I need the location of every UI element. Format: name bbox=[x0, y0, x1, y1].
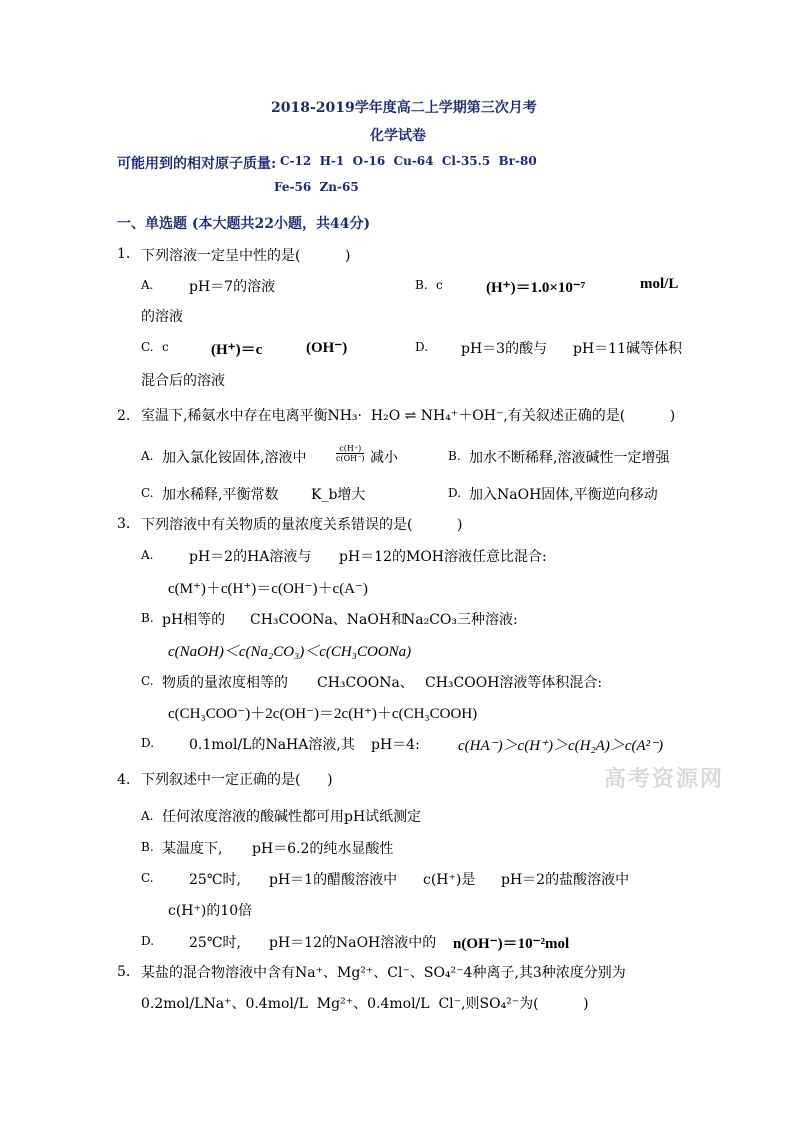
q4-stem: 下列叙述中一定正确的是( ) bbox=[141, 772, 333, 788]
q3-b-label: B. bbox=[141, 611, 154, 625]
q1-number: 1. bbox=[117, 246, 131, 262]
q3-d-text2: pH＝4: bbox=[371, 737, 420, 753]
q2-number: 2. bbox=[117, 408, 131, 424]
q4-d-text3: n(OH⁻)＝10⁻²mol bbox=[453, 936, 570, 952]
q3-c-label: C. bbox=[141, 674, 154, 688]
q3-number: 3. bbox=[117, 516, 131, 532]
q2-a-text1: 加入氯化铵固体,溶液中 bbox=[162, 450, 307, 466]
q3-d-text1: 0.1mol/L的NaHA溶液,其 bbox=[189, 737, 355, 753]
q3-b-text2: CH₃COONa、NaOH和 bbox=[250, 612, 406, 628]
q1-c-expr1: (H⁺)＝c bbox=[211, 342, 263, 358]
q4-c-text2: pH＝1的醋酸溶液中 bbox=[269, 872, 398, 888]
q1-b-expr: (H⁺)＝1.0×10⁻⁷ bbox=[486, 280, 586, 296]
q5-number: 5. bbox=[117, 964, 131, 980]
q2-a-frac-num: c(H⁺) bbox=[336, 444, 364, 454]
q3-stem: 下列溶液中有关物质的量浓度关系错误的是( ) bbox=[141, 517, 463, 533]
q2-stem: 室温下,稀氨水中存在电离平衡NH₃· H₂O ⇌ NH₄⁺＋OH⁻,有关叙述正确的是( ) bbox=[141, 408, 676, 424]
q1-a-label: A. bbox=[141, 278, 154, 292]
q1-c-c: c bbox=[162, 340, 169, 354]
q2-c-label: C. bbox=[141, 486, 154, 500]
q1-b-c: c bbox=[436, 278, 443, 292]
q4-c-label: C. bbox=[141, 871, 154, 885]
q2-c-text1: 加水稀释,平衡常数 bbox=[162, 487, 279, 503]
q2-b-text: 加水不断稀释,溶液碱性一定增强 bbox=[469, 450, 670, 466]
q3-d-eq: c(HA⁻)＞c(H⁺)＞c(H₂A)＞c(A²⁻) bbox=[458, 738, 664, 754]
q3-b-text3: Na₂CO₃三种溶液: bbox=[403, 612, 518, 628]
subject-title: 化学试卷 bbox=[370, 128, 426, 144]
q1-c-expr2: (OH⁻) bbox=[306, 340, 348, 356]
q4-number: 4. bbox=[117, 772, 131, 788]
q3-a-text1: pH＝2的HA溶液与 bbox=[189, 549, 312, 565]
q4-c-cont: c(H⁺)的10倍 bbox=[168, 903, 253, 919]
q2-a-text2: 减小 bbox=[370, 450, 398, 466]
q1-d-label: D. bbox=[415, 340, 429, 354]
q1-b-label: B. bbox=[415, 278, 428, 292]
q4-d-text1: 25℃时, bbox=[189, 935, 241, 951]
section-title: 一、单选题 (本大题共22小题，共44分) bbox=[117, 216, 371, 232]
q1-c-label: C. bbox=[141, 340, 154, 354]
q3-c-eq: c(CH₃COO⁻)＋2c(OH⁻)＝2c(H⁺)＋c(CH₃COOH) bbox=[168, 706, 478, 722]
q1-d-text2: pH＝11碱等体积 bbox=[573, 341, 682, 357]
q4-c-text4: pH＝2的盐酸溶液中 bbox=[501, 872, 630, 888]
q4-a-text: 任何浓度溶液的酸碱性都可用pH试纸测定 bbox=[162, 809, 422, 825]
q2-c-text2: K_b增大 bbox=[311, 487, 366, 503]
q3-c-text3: CH₃COOH溶液等体积混合: bbox=[425, 675, 603, 691]
q2-d-label: D. bbox=[448, 486, 462, 500]
q3-c-text1: 物质的量浓度相等的 bbox=[162, 675, 288, 691]
q2-a-label: A. bbox=[141, 449, 154, 463]
q2-d-text: 加入NaOH固体,平衡逆向移动 bbox=[469, 487, 658, 503]
q3-d-label: D. bbox=[141, 736, 155, 750]
q1-d-cont: 混合后的溶液 bbox=[141, 373, 225, 389]
q2-a-fraction bbox=[336, 444, 364, 463]
q1-d-text1: pH＝3的酸与 bbox=[461, 341, 548, 357]
q4-a-label: A. bbox=[141, 809, 154, 823]
q4-d-label: D. bbox=[141, 934, 155, 948]
q4-b-label: B. bbox=[141, 840, 154, 854]
q3-a-text2: pH＝12的MOH溶液任意比混合: bbox=[339, 549, 547, 565]
atomic-mass-line1: C-12 H-1 O-16 Cu-64 Cl-35.5 Br-80 bbox=[280, 154, 537, 168]
q3-b-eq: c(NaOH)＜c(Na₂CO₃)＜c(CH₃COONa) bbox=[168, 644, 412, 660]
atomic-mass-label: 可能用到的相对原子质量: bbox=[117, 156, 277, 172]
q4-b-text2: pH＝6.2的纯水显酸性 bbox=[252, 841, 394, 857]
q4-b-text1: 某温度下, bbox=[162, 841, 223, 857]
q1-a-text: pH＝7的溶液 bbox=[189, 279, 276, 295]
q3-a-label: A. bbox=[141, 548, 154, 562]
q1-b-unit: mol/L bbox=[640, 276, 679, 292]
q5-stem: 某盐的混合物溶液中含有Na⁺、Mg²⁺、Cl⁻、SO₄²⁻4种离子,其3种浓度分别为 bbox=[141, 965, 626, 981]
atomic-mass-line2: Fe-56 Zn-65 bbox=[274, 180, 359, 194]
q3-b-text1: pH相等的 bbox=[162, 612, 226, 628]
q3-c-text2: CH₃COONa、 bbox=[317, 675, 414, 691]
q1-stem: 下列溶液一定呈中性的是( ) bbox=[141, 248, 351, 264]
q3-a-eq: c(M⁺)＋c(H⁺)＝c(OH⁻)＋c(A⁻) bbox=[168, 581, 368, 597]
q2-b-label: B. bbox=[448, 449, 461, 463]
watermark: 高考资源网 bbox=[604, 766, 725, 792]
exam-title: 2018-2019学年度高二上学期第三次月考 bbox=[271, 100, 537, 116]
q1-b-cont: 的溶液 bbox=[141, 309, 183, 325]
q4-c-text1: 25℃时, bbox=[189, 872, 241, 888]
q4-c-text3: c(H⁺)是 bbox=[423, 872, 476, 888]
q5-cont: 0.2mol/LNa⁺、0.4mol/L Mg²⁺、0.4mol/L Cl⁻,则SO₄²⁻为( ) bbox=[141, 996, 589, 1012]
q4-d-text2: pH＝12的NaOH溶液中的 bbox=[269, 935, 437, 951]
q2-a-frac-den: c(OH⁻) bbox=[336, 454, 365, 463]
